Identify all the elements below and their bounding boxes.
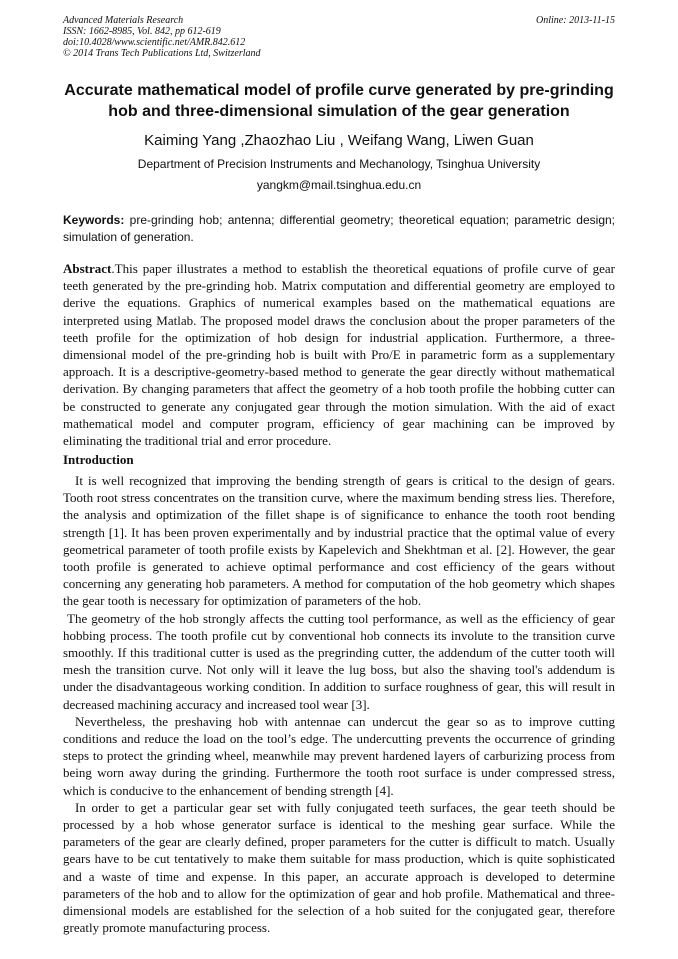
author-email: yangkm@mail.tsinghua.edu.cn: [256, 178, 422, 192]
introduction-body: [63, 472, 615, 936]
keywords-text: pre-grinding hob; antenna; differential geometry; theoretical equation; parametric design; simulation of generation.: [63, 213, 615, 244]
issn-line: ISSN: 1662-8985, Vol. 842, pp 612-619: [63, 26, 221, 37]
paper-title: Accurate mathematical model of profile curve generated by pre-grinding hob and three-dimensional simulation of the gear generation: [64, 82, 614, 120]
introduction-heading: Introduction: [63, 452, 134, 467]
authors: Kaiming Yang ,Zhaozhao Liu , Weifang Wang, Liwen Guan: [144, 132, 534, 149]
journal-info: [63, 15, 615, 59]
intro-paragraph-3: Nevertheless, the preshaving hob with antennae can undercut the gear so as to improve cutting conditions and reduce the load on the tool’s edge. The undercutting prevents the occurrence of grinding steps to protect the grinding wheel, meanwhile may prevent hardened layers of carburizing process from being worn away during the grinding. Furthermore the tooth root surface is under compressed stress, which is conducive to the enhancement of bending strength [4].: [63, 713, 615, 798]
keywords-block: [63, 212, 615, 246]
abstract-label: Abstract: [63, 261, 112, 276]
doi-line: doi:10.4028/www.scientific.net/AMR.842.612: [63, 37, 246, 48]
affiliation: Department of Precision Instruments and Mechanology, Tsinghua University: [137, 157, 541, 171]
abstract-block: [63, 260, 615, 449]
intro-paragraph-4: In order to get a particular gear set with fully conjugated teeth surfaces, the gear teeth should be processed by a hob whose generator surface is identical to the meshing gear surface. While the parameters of the gear are clearly defined, proper parameters for the cutter is difficult to match. Usually gears have to be cut tentatively to make them suitable for mass production, which is quite sophisticated and a waste of time and expense. In this paper, an accurate approach is developed to determine parameters of the hob and to allow for the optimization of gear and hob profile. Mathematical and three-dimensional models are established for the selection of a hob suited for the conjugated gear, therefore greatly promote manufacturing process.: [63, 799, 615, 936]
copyright-line: © 2014 Trans Tech Publications Ltd, Switzerland: [63, 48, 261, 59]
journal-name: Advanced Materials Research: [63, 15, 184, 26]
abstract-text: .This paper illustrates a method to establish the theoretical equations of profile curve of gear teeth generated by the pre-grinding hob. Matrix computation and differential geometry are employed to derive the equations. Graphics of numerical examples based on the mathematical equations are interpreted using Matlab. The proposed model draws the conclusion about the proper parameters of the teeth profile for the optimization of hob design for industrial application. Furthermore, a three-dimensional model of the pre-grinding hob is built with Pro/E in parametric form as a supplementary approach. It is a descriptive-geometry-based method to generate the gear directly without mathematical derivation. By changing parameters that affect the geometry of a hob tooth profile the hobbing cutter can be constructed to generate any conjugated gear through the motion simulation. With the aid of exact mathematical model and computer program, efficiency of gear machining can be improved by eliminating the traditional trial and error procedure.: [63, 261, 615, 449]
keywords-label: Keywords:: [63, 213, 125, 227]
online-date: Online: 2013-11-15: [536, 15, 615, 26]
intro-paragraph-2: The geometry of the hob strongly affects the cutting tool performance, as well as the efficiency of gear hobbing process. The tooth profile cut by conventional hob connects its involute to the transition curve smoothly. If this traditional cutter is used as the pregrinding cutter, the addendum of the cutter tooth will mesh the transition curve. Not only will it leave the lug boss, but also the shaving tool's addendum is under the disadvantageous working condition. In addition to surface roughness of gear, this will result in decreased machining accuracy and increased tool wear [3].: [63, 610, 615, 712]
running-header: [63, 15, 615, 59]
intro-paragraph-1: It is well recognized that improving the bending strength of gears is critical to the design of gears. Tooth root stress concentrates on the transition curve, where the maximum bending stress lies. Therefore, the analysis and optimization of the fillet shape is of significance to enhance the tooth root bending strength [1]. It has been proven experimentally and by industrial practice that the optimal value of every geometrical parameter of tooth profile exists by Kapelevich and Shekhtman et al. [2]. However, the gear tooth profile is generated to achieve optimal performance and cost efficiency of the gears without concerning any generating hob parameters. A method for computation of the hob geometry which shapes the gear tooth is necessary for optimization of parameters of the hob.: [63, 473, 615, 609]
